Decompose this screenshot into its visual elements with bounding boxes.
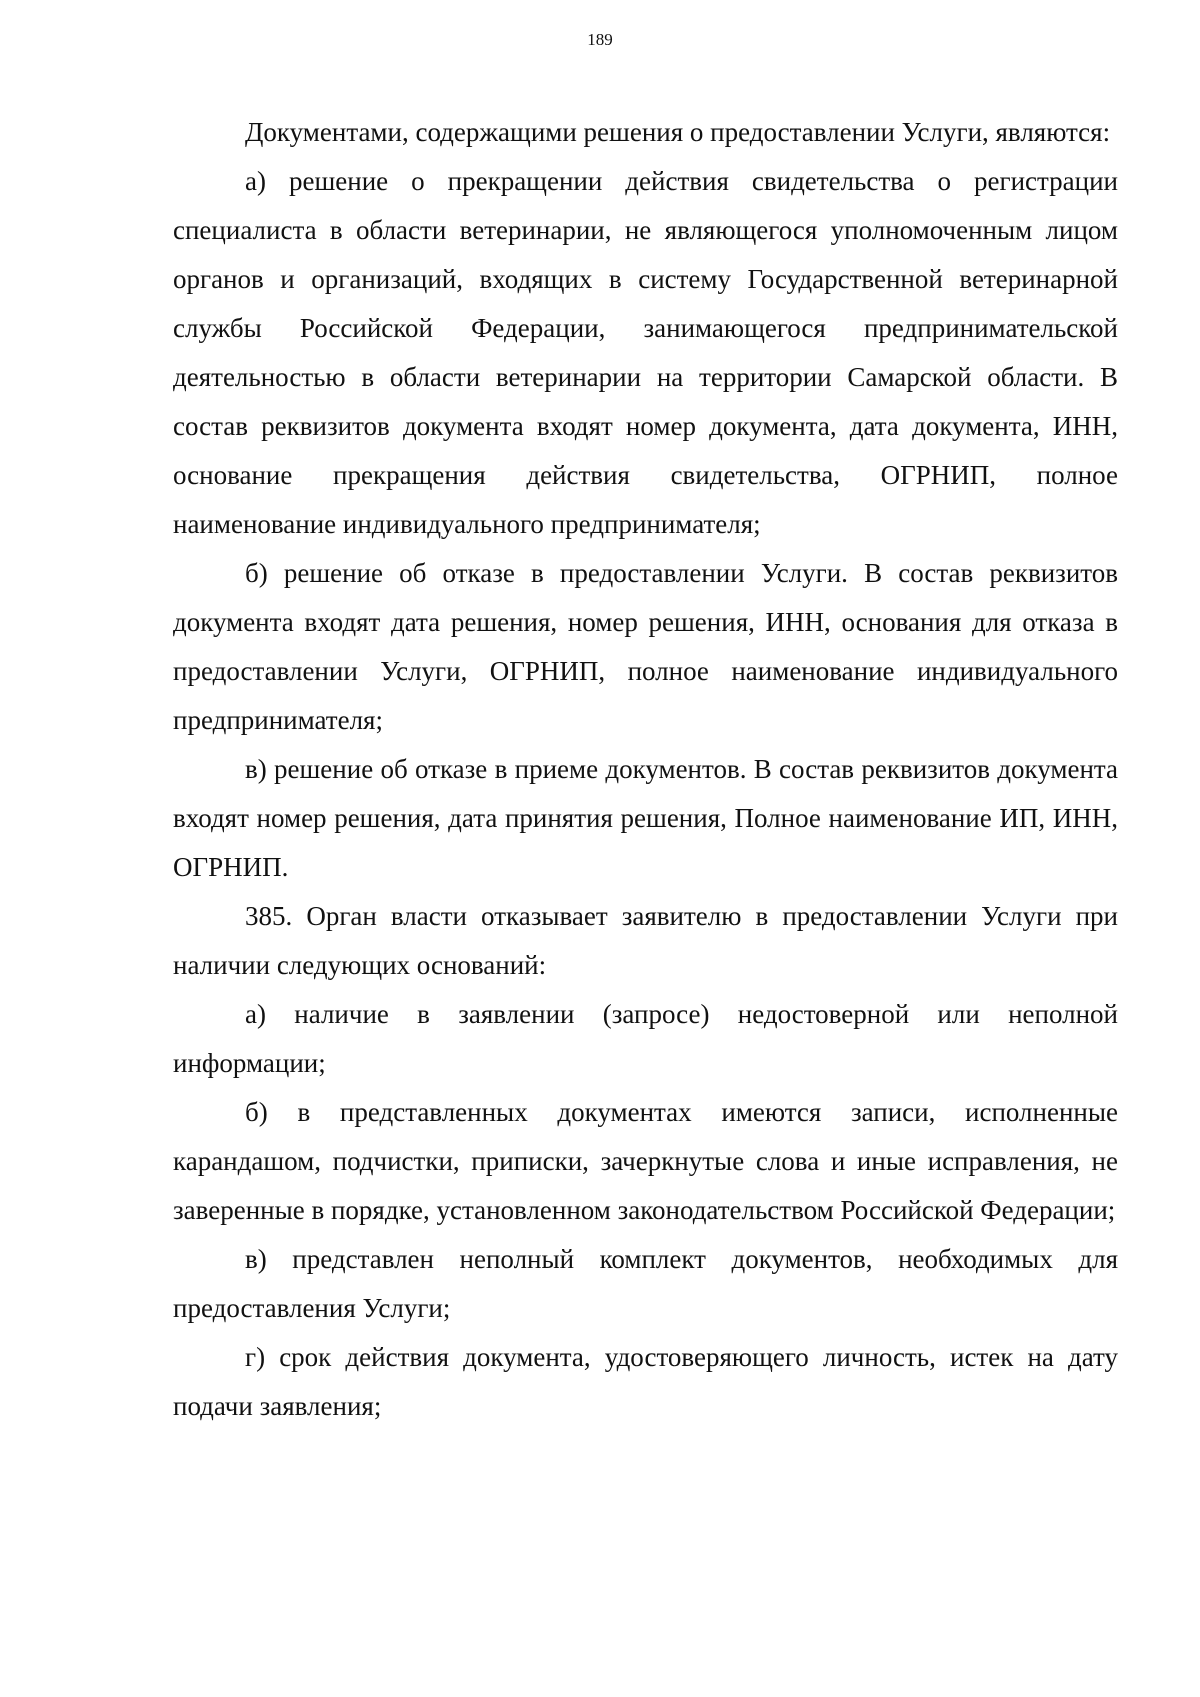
paragraph-clause-385: 385. Орган власти отказывает заявителю в предоставлении Услуги при наличии следующих оснований: <box>173 901 1118 980</box>
paragraph-ground-v: в) представлен неполный комплект документов, необходимых для предоставления Услуги; <box>173 1244 1118 1323</box>
document-body <box>173 108 1118 1431</box>
paragraph-intro: Документами, содержащими решения о предоставлении Услуги, являются: <box>245 117 1111 147</box>
paragraph-ground-g: г) срок действия документа, удостоверяющего личность, истек на дату подачи заявления; <box>173 1342 1118 1421</box>
page-number: 189 <box>587 30 613 49</box>
paragraph-item-v-refusal-documents: в) решение об отказе в приеме документов. В состав реквизитов документа входят номер решения, дата принятия решения, Полное наименование ИП, ИНН, ОГРНИП. <box>173 754 1118 882</box>
paragraph-item-b-refusal-service: б) решение об отказе в предоставлении Услуги. В состав реквизитов документа входят дата решения, номер решения, ИНН, основания для отказа в предоставлении Услуги, ОГРНИП, полное наименование индивидуального предпринимателя; <box>173 558 1118 735</box>
paragraph-ground-a: а) наличие в заявлении (запросе) недостоверной или неполной информации; <box>173 999 1118 1078</box>
paragraph-item-a-termination: а) решение о прекращении действия свидетельства о регистрации специалиста в области ветеринарии, не являющегося уполномоченным лицом органов и организаций, входящих в систему Государственной ветеринарной службы Российской Федерации, занимающегося предпринимательской деятельностью в области ветеринарии на территории Самарской области. В состав реквизитов документа входят номер документа, дата документа, ИНН, основание прекращения действия свидетельства, ОГРНИП, полное наименование индивидуального предпринимателя; <box>173 166 1118 539</box>
paragraph-ground-b: б) в представленных документах имеются записи, исполненные карандашом, подчистки, приписки, зачеркнутые слова и иные исправления, не заверенные в порядке, установленном законодательством Российской Федерации; <box>173 1097 1118 1225</box>
